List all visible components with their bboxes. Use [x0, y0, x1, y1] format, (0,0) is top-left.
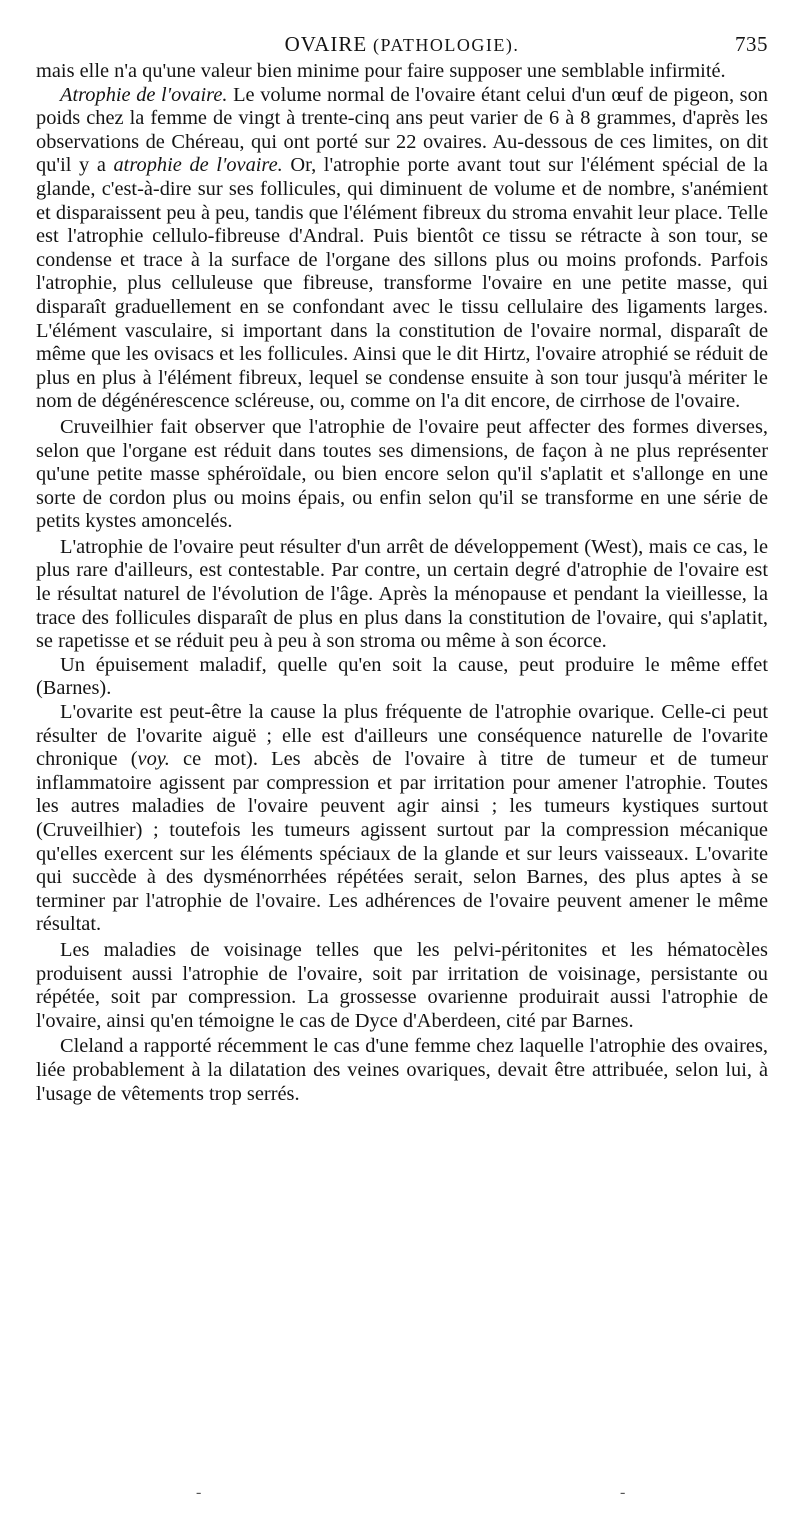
paragraph-cruveilhier — [36, 416, 768, 534]
document-page — [36, 30, 768, 1106]
body-text — [36, 60, 768, 1106]
paragraph-text: L'ovarite est peut-être la cause la plus fréquente de l'atrophie ovarique. Celle-ci peut résulter de l'ovarite aiguë ; elle est d'ailleurs une conséquence naturelle de l'ovarite chronique ( — [36, 701, 768, 771]
paragraph-developpement — [36, 536, 768, 654]
paragraph-text: Le volume normal de l'ovaire étant celui d'un œuf de pigeon, son poids chez la femme de vingt à trente-cinq ans peut varier de 6 à 8 grammes, d'après les observations de Chéreau, qui ont porté sur 22 ovaires. Au-dessous de ces limites, on dit qu'il y a — [36, 83, 768, 177]
paragraph-voisinage — [36, 939, 768, 1033]
page-number: 735 — [735, 32, 768, 56]
paragraph-text: Cruveilhier fait observer que l'atrophie de l'ovaire peut affecter des formes diverses, selon que l'organe est réduit dans toutes ses dimensions, de façon à ne plus représenter qu'une petite masse sphéroïdale, ou bien encore selon qu'il s'aplatit et s'allonge en une sorte de cordon plus ou moins épais, ou enfin selon qu'il se transforme en une série de petits kystes amoncelés. — [36, 415, 768, 533]
paragraph-epuisement — [36, 654, 768, 701]
footer-marks — [0, 1484, 800, 1501]
paragraph-text: L'atrophie de l'ovaire peut résulter d'un arrêt de développement (West), mais ce cas, le plus rare d'ailleurs, est contestable. Par contre, un certain degré d'atrophie de l'ovaire est le résultat naturel de l'évolution de l'âge. Après la ménopause et pendant la vieillesse, la trace des follicules disparaît de plus en plus dans la constitution de l'ovaire, qui s'aplatit, se rapetisse et se réduit peu à peu à son stroma ou même à son écorce. — [36, 535, 768, 653]
emphasis-term: voy. — [137, 748, 170, 771]
emphasis-term: atrophie de l'ovaire. — [113, 154, 283, 177]
footer-mark-right: - — [620, 1484, 626, 1501]
running-title-subtitle: (PATHOLOGIE). — [373, 35, 520, 55]
section-heading: Atrophie de l'ovaire. — [60, 83, 228, 106]
page-header — [36, 30, 768, 60]
paragraph-text: Cleland a rapporté récemment le cas d'une femme chez laquelle l'atrophie des ovaires, liée probablement à la dilatation des veines ovariques, devait être attribuée, selon lui, à l'usage de vêtements trop serrés. — [36, 1035, 768, 1105]
paragraph-atrophie — [36, 84, 768, 414]
running-title-main: OVAIRE — [284, 32, 368, 56]
paragraph-text: ce mot). Les abcès de l'ovaire à titre de tumeur et de tumeur inflammatoire agissent par compression et par irritation pour amener l'atrophie. Toutes les autres maladies de l'ovaire peuvent agir ainsi ; les tumeurs kystiques surtout (Cruveilhier) ; toutefois les tumeurs agissent surtout par la compression mécanique qu'elles exercent sur les éléments spéciaux de la glande et sur leurs vaisseaux. L'ovarite qui succède à des dysménorrhées répétées serait, selon Barnes, des plus aptes à se terminer par l'atrophie de l'ovaire. Les adhérences de l'ovaire peuvent amener le même résultat. — [36, 748, 769, 936]
paragraph-cleland — [36, 1035, 768, 1106]
paragraph-ovarite — [36, 701, 768, 937]
paragraph-text: Les maladies de voisinage telles que les pelvi-péritonites et les hématocèles produisent aussi l'atrophie de l'ovaire, soit par irritation de voisinage, persistante ou répétée, soit par compression. La grossesse ovarienne produirait aussi l'atrophie de l'ovaire, ainsi qu'en témoigne le cas de Dyce d'Aberdeen, cité par Barnes. — [36, 938, 768, 1032]
paragraph-text: mais elle n'a qu'une valeur bien minime pour faire supposer une semblable infirmité. — [36, 60, 726, 82]
paragraph-continued — [36, 60, 768, 84]
running-title — [36, 32, 768, 57]
paragraph-text: Un épuisement maladif, quelle qu'en soit la cause, peut produire le même effet (Barnes). — [36, 653, 768, 700]
paragraph-text: Or, l'atrophie porte avant tout sur l'élément spécial de la glande, c'est-à-dire sur ses follicules, qui diminuent de volume et de nombre, s'anémient et disparaissent peu à peu, tandis que l'élément fibreux du stroma envahit leur place. Telle est l'atrophie cellulo-fibreuse d'Andral. Puis bientôt ce tissu se rétracte à son tour, se condense et trace à la surface de l'organe des sillons plus ou moins profonds. Parfois l'atrophie, plus celluleuse que fibreuse, transforme l'ovaire en une petite masse, qui disparaît graduellement en se confondant avec le tissu cellulaire des ligaments larges. L'élément vasculaire, si important dans la constitution de l'ovaire normal, disparaît de même que les ovisacs et les follicules. Ainsi que le dit Hirtz, l'ovaire atrophié se réduit de plus en plus à l'élément fibreux, lequel se condense ensuite à son tour jusqu'à mériter le nom de dégénérescence scléreuse, ou, comme on l'a dit encore, de cirrhose de l'ovaire. — [36, 154, 768, 413]
footer-mark-left: - — [196, 1484, 202, 1501]
